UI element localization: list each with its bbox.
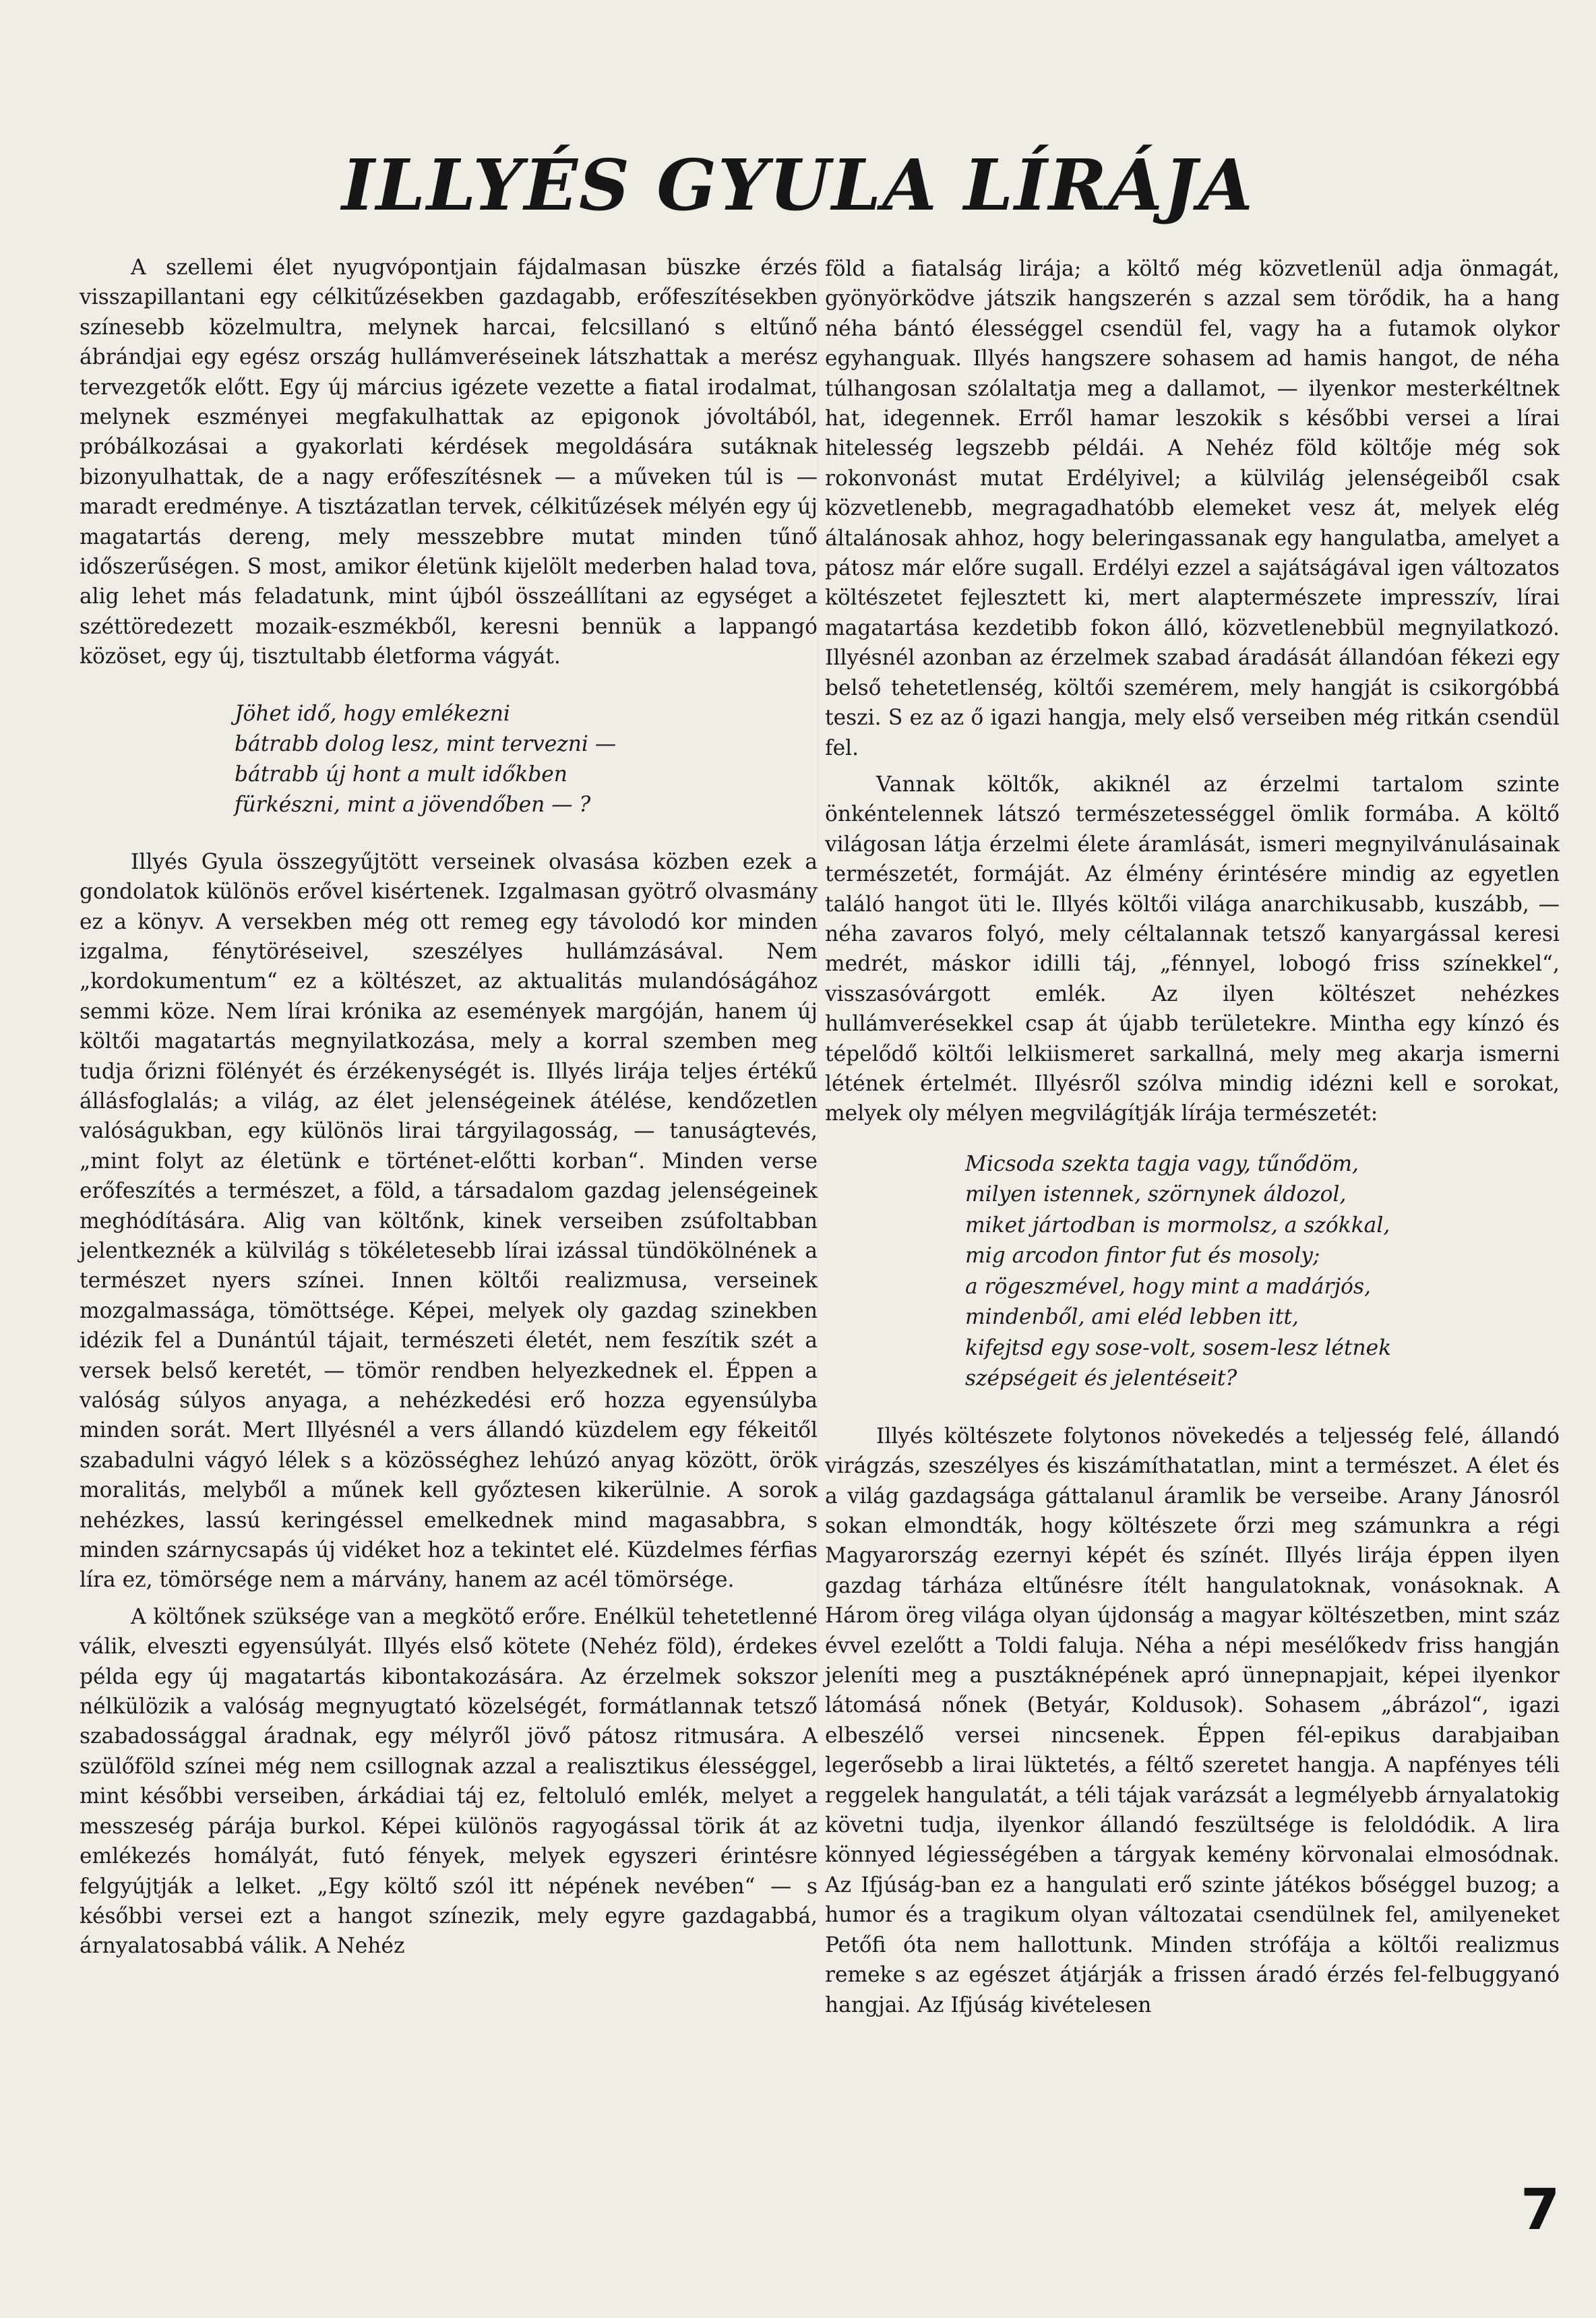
poem-quote (235, 699, 818, 820)
article-title: ILLYÉS GYULA LÍRÁJA (342, 144, 1254, 226)
poem-line: Jöhet idő, hogy emlékezni (235, 701, 510, 726)
right-column (825, 254, 1560, 2020)
poem-line: bátrabb dolog lesz, mint tervezni — (235, 731, 617, 756)
poem-line: bátrabb új hont a mult időkben (235, 762, 567, 787)
poem-line: fürkészni, mint a jövendőben — ? (235, 792, 591, 817)
paragraph: A szellemi élet nyugvópontjain fájdalmasan büszke érzés visszapillantani egy célkitűzésekben gazdagabb, erőfeszítésekben színesebb közelmultra, melynek harcai, felcsillanó s eltűnő ábrándjai egy egész ország hullámveréseinek látszhattak a merész tervezgetők előtt. Egy új március igézete vezette a fiatal irodalmat, melynek eszményei megfakulhattak az epigonok jóvoltából, próbálkozásai a gyakorlati kérdések megoldására sutáknak bizonyulhattak, de a nagy erőfeszítésnek — a műveken túl is — maradt eredménye. A tisztázatlan tervek, célkitűzések mélyén egy új magatartás dereng, mely messzebbre mutat minden tűnő időszerűségen. S most, amikor életünk kijelölt mederben halad tova, alig lehet más feladatunk, mint újból összeállítani az egységet a széttöredezett mozaik-eszmékből, keresni bennük a lappangó közöset, egy új, tisztultabb életforma vágyát. (80, 255, 818, 669)
poem-line: kifejtsd egy sose-volt, sosem-lesz létnek (965, 1335, 1392, 1360)
paragraph: Illyés Gyula összegyűjtött verseinek olvasása közben ezek a gondolatok különös erővel kisértenek. Izgalmasan gyötrő olvasmány ez a könyv. A versekben még ott remeg egy távolodó kor minden izgalma, fénytöréseivel, szeszélyes hullámzásával. Nem „kordokumentum“ ez a költészet, az aktualitás mulandóságához semmi köze. Nem lírai krónika az események margóján, hanem új költői magatartás megnyilatkozása, mely a korral szemben meg tudja őrizni fölényét és érzékenységét is. Illyés lirája teljes értékű állásfoglalás; a világ, az élet jelenségeinek átélése, kendőzetlen valóságukban, egy különös lirai tárgyilagosság, — tanuságtevés, „mint folyt az életünk e történet-előtti korban“. Minden verse erőfeszítés a természet, a föld, a társadalom gazdag jelenségeinek meghódítására. Alig van költőnk, kinek verseiben zsúfoltabban jelentkeznék a külvilág s tökéletesebb lírai izással tündökölnének a természet nyers színei. Innen költői realizmusa, verseinek mozgalmassága, tömöttsége. Képei, melyek oly gazdag szinekben idézik fel a Dunántúl tájait, természeti életét, nem feszítik szét a versek belső keretét, — tömör rendben helyezkednek el. Éppen a valóság súlyos anyaga, a nehézkedési erő hozza egyensúlyba minden sorát. Mert Illyésnél a vers állandó küzdelem egy fékeitől szabadulni vágyó lélek s a közösséghez lehúzó anyag között, örök moralitás, melyből a műnek kell győztesen kikerülnie. A sorok nehézkes, lassú keringéssel emelkednek mind magasabbra, s minden szárnycsapás új vidéket hoz a tekintet elé. Küzdelmes férfias líra ez, tömörsége nem a márvány, hanem az acél tömörsége. (80, 849, 818, 1593)
poem-line: miket jártodban is mormolsz, a szókkal, (965, 1213, 1390, 1238)
paragraph: Illyés költészete folytonos növekedés a teljesség felé, állandó virágzás, szeszélyes és kiszámíthatatlan, mint a természet. A élet és a világ gazdagsága gáttalanul áramlik be verseibe. Arany Jánosról sokan elmondták, hogy költészete őrzi meg számunkra a régi Magyarország ezernyi képét és színét. Illyés lirája éppen ilyen gazdag tárháza eltűnésre ítélt hangulatoknak, vonásoknak. A Három öreg világa olyan újdonság a magyar költészetben, mint száz évvel ezelőtt a Toldi faluja. Néha a népi mesélőkedv friss hangján jeleníti meg a pusztáknépének apró ünnepnapjait, képei ilyenkor látomásá nőnek (Betyár, Koldusok). Sohasem „ábrázol“, igazi elbeszélő versei nincsenek. Éppen fél-epikus darabjaiban legerősebb a lirai lüktetés, a féltő szeretet hangja. A napfényes téli reggelek hangulatát, a téli tájak varázsát a legmélyebb árnyalatokig követni tudja, ilyenkor állandó feszültsége is feloldódik. A lira könnyed légiességében a tárgyak kemény körvonalai elmosódnak. Az Ifjúság-ban ez a hangulati erő szinte játékos bőséggel buzog; a humor és a tragikum olyan változatai csendülnek fel, amilyeneket Petőfi óta nem hallottunk. Minden strófája a költői realizmus remeke s az egészet átjárják a frissen áradó érzés fel-felbuggyanó hangjai. Az Ifjúság kivételesen (825, 1424, 1560, 2017)
poem-line: mig arcodon fintor fut és mosoly; (965, 1244, 1320, 1269)
paragraph: Vannak költők, akiknél az érzelmi tartalom szinte önkéntelennek látszó természetességgel ömlik formába. A költő világosan látja érzelmi élete áramlását, ismeri megnyilvánulásainak természetét, formáját. Az élmény érintésére mindig az egyetlen találó hangot üti le. Illyés költői világa anarchikusabb, kuszább, — néha zavaros folyó, mely céltalannak tetsző kanyargással keresi medrét, máskor idilli táj, „fénnyel, lobogó friss színekkel“, visszasóvárgott emlék. Az ilyen költészet nehézkes hullámverésekkel csap át újabb területekre. Mintha egy kínzó és tépelődő költői lelkiismeret sarkallná, mely meg akarja ismerni létének értelmét. Illyésről szólva mindig idézni kell e sorokat, melyek oly mélyen megvilágítják lírája természetét: (825, 772, 1560, 1126)
paragraph: föld a fiatalság lirája; a költő még közvetlenül adja önmagát, gyönyörködve játszik hangszerén s azzal sem törődik, ha a hang néha bántó élességgel csendül fel, vagy ha a futamok olykor egyhanguak. Illyés hangszere sohasem ad hamis hangot, de néha túlhangosan szólaltatja meg a dallamot, — ilyenkor mesterkéltnek hat, idegennek. Erről hamar leszokik s későbbi versei a lírai hitelesség legszebb példái. A Nehéz föld költője még sok rokonvonást mutat Erdélyivel; a külvilág jelenségeiből csak közvetlenebb, megragadhatóbb elemeket vesz át, melyek elég általánosak ahhoz, hogy beleringassanak egy hangulatba, amelyet a pátosz már előre sugall. Erdélyi ezzel a sajátságával igen változatos költészetet fejlesztett ki, mert alaptermészete impresszív, lírai magatartása kezdetibb fokon álló, közvetlenebbül megnyilatkozó. Illyésnél azonban az érzelmek szabad áradását állandóan fékezi egy belső tehetetlenség, költői szemérem, mely hangját is csikorgóbbá teszi. S ez az ő igazi hangja, mely első verseiben még ritkán csendül fel. (825, 257, 1560, 760)
poem-line: milyen istennek, szörnynek áldozol, (965, 1182, 1347, 1207)
left-column (80, 253, 818, 1961)
page-number: 7 (1521, 2176, 1560, 2243)
poem-line: szépségeit és jelentéseit? (965, 1366, 1237, 1391)
paragraph: A költőnek szüksége van a megkötő erőre. Enélkül tehetetlenné válik, elveszti egyensúlyát. Illyés első kötete (Nehéz föld), érdekes példa egy új magatartás kibontakozására. Az érzelmek sokszor nélkülözik a valóság megnyugtató közelségét, formátlannak tetsző szabadossággal áradnak, egy mélyről jövő pátosz ritmusára. A szülőföld színei még nem csillognak azzal a realisztikus élességgel, mint későbbi verseiben, árkádiai táj ez, feltoluló emlék, melyet a messzeség párája burkol. Képei különös ragyogással törik át az emlékezés homályát, futó fények, melyek egyszeri érintésre felgyújtják a lelket. „Egy költő szól itt népének nevében“ — s későbbi versei ezt a hangot színezik, mely egyre gazdagabbá, árnyalatosabbá válik. A Nehéz (80, 1604, 818, 1959)
poem-quote (965, 1149, 1560, 1395)
poem-line: a rögeszmével, hogy mint a madárjós, (965, 1274, 1372, 1299)
poem-line: Micsoda szekta tagja vagy, tűnődöm, (965, 1151, 1359, 1176)
poem-line: mindenből, ami eléd lebben itt, (965, 1305, 1299, 1330)
